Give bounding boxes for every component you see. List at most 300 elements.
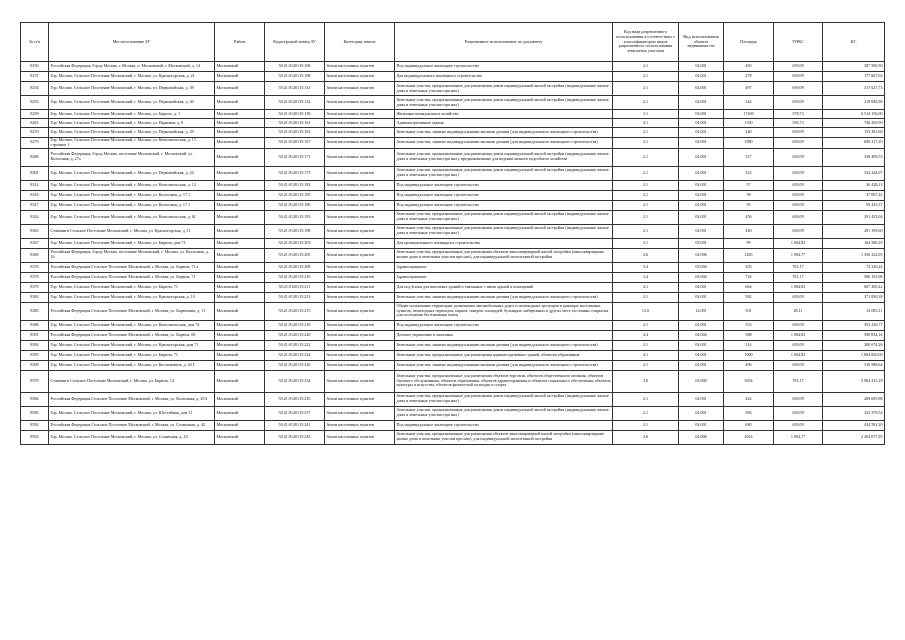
cell-use-type: 03:004 (679, 262, 724, 272)
cell-use-code: 4.1 (613, 350, 679, 360)
header-area: Площадь (724, 23, 774, 62)
table-row (21, 96, 885, 110)
cell-cadastral-number: 50:21:0120115:138 (265, 110, 325, 119)
cell-ks: 219 846,96 (823, 96, 885, 110)
cell-ks: 334 244,07 (823, 166, 885, 180)
cell-district: Московский (215, 180, 265, 190)
cell-district: Московский (215, 340, 265, 350)
cell-permitted-use: Под индивидуальное жилищное строительство (395, 190, 613, 200)
cell-ks: 506 191,98 (823, 272, 885, 282)
cell-permitted-use: Земельные участки, предназначенные для размещения объектов многоквартирной жилой застройки (многоквартирные жилые дома и земельные участки при них), для индивидуальной малоэтажной застройки (395, 430, 613, 444)
cell-number: 8255 (21, 96, 49, 110)
cell-land-category: Земли населенных пунктов (325, 282, 395, 292)
cell-number: 8259 (21, 110, 49, 119)
cell-ks: 72 320,24 (823, 262, 885, 272)
cell-number: 8261 (21, 119, 49, 128)
cell-use-type: 02:006 (679, 248, 724, 262)
cell-use-code: 2.6 (613, 430, 679, 444)
cell-use-code: 2.1 (613, 224, 679, 238)
cell-use-code: 3.0 (613, 370, 679, 392)
table-row (21, 272, 885, 282)
cell-permitted-use: Земельные участки, предназначенные для размещения домов индивидуальной жилой застройки (индивидуальные жилые дома и земельные участки при них) (395, 224, 613, 238)
cell-use-type: 02:001 (679, 166, 724, 180)
header-permitted-use: Разрешенное использование по документу (395, 23, 613, 62)
cell-permitted-use: Для промышленного жилищного строительства (395, 238, 613, 248)
cell-cadastral-number: 50:21:0120115:218 (265, 320, 325, 330)
table-row (21, 360, 885, 370)
cell-land-category: Земли населенных пунктов (325, 302, 395, 320)
cell-location: Гор. Москва, Сельское Поселение Московский, г. Москва, ул. Комсомольская, д. 17, строение 1 (49, 138, 215, 149)
cell-district: Московский (215, 238, 265, 248)
cell-use-code: 2.1 (613, 180, 679, 190)
cell-upks: 639,09 (774, 138, 823, 149)
cell-location: Гор. Москва, Сельское Поселение Московский, г. Москва, ул. Колхозная, д. 17 1 (49, 200, 215, 210)
cell-number: 8385 (21, 302, 49, 320)
table-row (21, 430, 885, 444)
cell-location: Гор. Москва, Сельское Поселение Московский, г. Москва, ул. Бирюза, 71 (49, 350, 215, 360)
cell-use-type: 04:001 (679, 282, 724, 292)
cell-land-category: Земли населенных пунктов (325, 200, 395, 210)
cell-land-category: Земли населенных пунктов (325, 238, 395, 248)
cell-upks: 378,73 (774, 110, 823, 119)
cell-use-code: 2.1 (613, 200, 679, 210)
cell-use-type: 02:001 (679, 72, 724, 82)
cell-use-type: 02:001 (679, 210, 724, 224)
cell-use-type: 03:001 (679, 110, 724, 119)
cell-ks: 690 217,20 (823, 138, 885, 149)
table-row (21, 340, 885, 350)
cell-permitted-use: Земельные участки, занятые индивидуальными жилыми домами (для индивидуального жилищного строительства) (395, 138, 613, 149)
cell-use-type: 02:001 (679, 180, 724, 190)
header-ks: КС (823, 23, 885, 62)
cell-use-type: 02:001 (679, 148, 724, 166)
table-row (21, 119, 885, 128)
cell-ks: 330 409,53 (823, 148, 885, 166)
cell-use-code: 2.1 (613, 340, 679, 350)
cell-number: 8399 (21, 360, 49, 370)
cell-number: 8254 (21, 82, 49, 96)
cell-district: Московский (215, 302, 265, 320)
cell-use-code: 12.0 (613, 302, 679, 320)
table-row (21, 148, 885, 166)
table-row (21, 180, 885, 190)
cell-district: Московский (215, 262, 265, 272)
header-upks: УПКС (774, 23, 823, 62)
cell-area: 422 (724, 392, 774, 406)
cell-upks: 639,09 (774, 200, 823, 210)
cell-number: 8584 (21, 392, 49, 406)
cell-number: 8392 (21, 340, 49, 350)
cell-number: 8317 (21, 200, 49, 210)
cell-use-code: 4.4 (613, 330, 679, 340)
cell-use-code: 2.1 (613, 320, 679, 330)
cell-cadastral-number: 50:21:0120115:132 (265, 96, 325, 110)
cell-permitted-use: Земельные участки, занятые индивидуальными жилыми домами (для индивидуального жилищного строительства) (395, 128, 613, 138)
table-row (21, 62, 885, 72)
cell-location: Российская Федерация Сельское Поселение Московский, г. Москва, ул. Колхозная, д. 25А (49, 392, 215, 406)
cell-upks: 639,09 (774, 320, 823, 330)
cell-permitted-use: Земельные участки, предназначенные для размещения объектов торговли, объектов общественного питания, объектов бытового обслуживания, объектов образования, объектов здравоохранения и объектов социального обеспечения, объектов культуры и искусства, объектов физической культуры и спорта (395, 370, 613, 392)
cell-district: Московский (215, 96, 265, 110)
cell-land-category: Земли населенных пунктов (325, 392, 395, 406)
cell-number: 8391 (21, 330, 49, 340)
cell-district: Московский (215, 282, 265, 292)
cell-number: 8378 (21, 272, 49, 282)
table-header (21, 23, 885, 62)
cell-upks: 639,09 (774, 72, 823, 82)
cell-district: Московский (215, 82, 265, 96)
cell-cadastral-number: 50:21:0120115:131 (265, 82, 325, 96)
cell-district: Московский (215, 128, 265, 138)
cell-location: Ставчинги Сельское Поселение Московский, г. Москва, ул. Бирюза, 14 (49, 370, 215, 392)
cell-land-category: Земли населенных пунктов (325, 128, 395, 138)
cell-ks: 153 381,60 (823, 128, 885, 138)
cell-upks: 639,09 (774, 224, 823, 238)
cell-use-code: 2.1 (613, 72, 679, 82)
table-body (21, 62, 885, 445)
cell-ks: 317 627,73 (823, 82, 885, 96)
cell-permitted-use: Земельные участки, предназначенные для размещения домов индивидуальной жилой застройки (индивидуальные жилые дома и земельные участки при них), предназначенные для ведения личного подсобного хозяйства (395, 148, 613, 166)
cell-area: 506 (724, 406, 774, 420)
cell-area: 58 (724, 190, 774, 200)
cell-permitted-use: Земельные участки, предназначенные для размещения домов индивидуальной жилой застройки (индивидуальные жилые дома и земельные участки при них) (395, 406, 613, 420)
cell-upks: 639,09 (774, 128, 823, 138)
cell-land-category: Земли населенных пунктов (325, 360, 395, 370)
cell-number: 8316 (21, 190, 49, 200)
cell-permitted-use: Земельные участки, предназначенные для размещения объектов многоквартирной жилой застройки (многоквартирные жилые дома и земельные участки при них), для индивидуальной малоэтажной застройки (395, 248, 613, 262)
cell-ks: 353 416,77 (823, 320, 885, 330)
cell-ks: 371 950,38 (823, 292, 885, 302)
cell-use-type: 02:001 (679, 96, 724, 110)
cell-land-category: Земли населенных пунктов (325, 72, 395, 82)
cell-use-type: 03:001 (679, 238, 724, 248)
table-row (21, 282, 885, 292)
cell-number: 8585 (21, 406, 49, 420)
cell-permitted-use: Для индивидуального жилищного строительства (395, 72, 613, 82)
cell-district: Московский (215, 430, 265, 444)
cell-number: 8395 (21, 350, 49, 360)
cell-location: Гор. Москва, Сельское Поселение Московский, г. Москва, ул. Первомайская, д. 39 (49, 82, 215, 96)
table-row (21, 420, 885, 430)
table-row (21, 262, 885, 272)
cell-land-category: Земли населенных пунктов (325, 350, 395, 360)
cell-number: 8379 (21, 282, 49, 292)
cell-number: 8365 (21, 224, 49, 238)
cell-number: 8301 (21, 166, 49, 180)
cell-number: 8376 (21, 262, 49, 272)
cell-area: 664 (724, 282, 774, 292)
cell-upks: 1 004,82 (774, 330, 823, 340)
cell-use-code: 2.1 (613, 190, 679, 200)
cell-number: 8369 (21, 248, 49, 262)
cell-upks: 639,09 (774, 180, 823, 190)
cell-upks: 1 004,82 (774, 238, 823, 248)
cell-cadastral-number: 50:21:0120115:203 (265, 238, 325, 248)
cell-cadastral-number: 50:21:0120115:222 (265, 340, 325, 350)
cell-use-code: 3.4 (613, 272, 679, 282)
cell-land-category: Земли населенных пунктов (325, 210, 395, 224)
cell-cadastral-number: 50:21:0120115:193 (265, 210, 325, 224)
cell-district: Московский (215, 166, 265, 180)
cell-use-type: 02:001 (679, 200, 724, 210)
cell-area: 501 (724, 302, 774, 320)
cell-permitted-use: Для под Блоки для высотных зданий и связанных с ними зданий и помещений (395, 282, 613, 292)
cell-area: 680 (724, 420, 774, 430)
cell-ks: 200 674,26 (823, 340, 885, 350)
cell-use-code: 2.1 (613, 138, 679, 149)
cell-district: Московский (215, 210, 265, 224)
cell-ks: 667 200,42 (823, 282, 885, 292)
cell-cadastral-number: 50:21:0120115:243 (265, 430, 325, 444)
header-location: Местоположение ЗУ (49, 23, 215, 62)
table-row (21, 320, 885, 330)
cell-number: 8386 (21, 320, 49, 330)
cell-district: Московский (215, 200, 265, 210)
cell-land-category: Земли населенных пунктов (325, 62, 395, 72)
cell-area: 1265 (724, 248, 774, 262)
cell-upks: 639,09 (774, 392, 823, 406)
cell-district: Московский (215, 370, 265, 392)
cell-area: 440 (724, 224, 774, 238)
cell-location: Российская Федерация Сельское Поселение Московский, г. Москва, ул. Бирюза, 71 а (49, 262, 215, 272)
cell-ks: 3 964 415,18 (823, 370, 885, 392)
header-row (21, 23, 885, 62)
table-row (21, 392, 885, 406)
cell-cadastral-number: 50:21:0120115:234 (265, 370, 325, 392)
cell-district: Московский (215, 420, 265, 430)
cell-permitted-use: Земельные участки, занятые индивидуальными жилыми домами (для индивидуального жилищного строительства) (395, 292, 613, 302)
cell-permitted-use: Под индивидуальное жилищное строительство (395, 180, 613, 190)
cell-permitted-use: Под индивидуальное жилищное строительство (395, 200, 613, 210)
cell-cadastral-number: 50:21:0120115:237 (265, 406, 325, 420)
cell-area: 344 (724, 96, 774, 110)
cell-area: 456 (724, 210, 774, 224)
cell-location: Гор. Москва, Сельское Поселение Московский, г. Москва, ул. Комсомольская, д. 12 (49, 180, 215, 190)
cell-permitted-use: Под индивидуальное жилищное строительство (395, 320, 613, 330)
cell-district: Московский (215, 72, 265, 82)
cell-land-category: Земли населенных пунктов (325, 166, 395, 180)
cell-number: 8279 (21, 138, 49, 149)
cell-use-code: 2.1 (613, 148, 679, 166)
cell-cadastral-number: 50:21:0120115:208 (265, 262, 325, 272)
cell-use-code: 2.1 (613, 406, 679, 420)
cell-area: 17200 (724, 110, 774, 119)
cell-upks: 639,09 (774, 190, 823, 200)
cell-area: 1000 (724, 350, 774, 360)
cell-use-code: 2.1 (613, 96, 679, 110)
cell-location: Российская Федерация Сельское Поселение Московский, г. Москва, ул. Бирюза, 71 (49, 272, 215, 282)
cell-cadastral-number: 50:21:0120115:108 (265, 62, 325, 72)
cell-district: Московский (215, 110, 265, 119)
cell-location: Гор. Москва, Сельское Поселение Московский, г. Москва, ул. Бирюза, дом 71 (49, 238, 215, 248)
cell-location: Гор. Москва, Сельское Поселение Московский, г. Москва, ул. Первомайская, д. 24 (49, 166, 215, 180)
cell-permitted-use: Административные здания (395, 119, 613, 128)
table-row (21, 292, 885, 302)
cell-use-type: 02:001 (679, 224, 724, 238)
cell-upks: 639,09 (774, 420, 823, 430)
cell-use-code: 2.1 (613, 62, 679, 72)
cell-use-code: 2.1 (613, 360, 679, 370)
cell-number: 8592 (21, 420, 49, 430)
cell-upks: 701,17 (774, 370, 823, 392)
cell-land-category: Земли населенных пунктов (325, 110, 395, 119)
cell-land-category: Земли населенных пунктов (325, 224, 395, 238)
cell-use-code: 2.6 (613, 248, 679, 262)
cell-cadastral-number: 50:21:0120115:161 (265, 119, 325, 128)
cell-district: Московский (215, 224, 265, 238)
cell-number: 8150 (21, 62, 49, 72)
cell-use-type: 02:001 (679, 190, 724, 200)
cell-permitted-use: Жилищно-коммунальное хозяйство (395, 110, 613, 119)
cell-area: 99 (724, 238, 774, 248)
cell-area: 582 (724, 292, 774, 302)
cell-use-type: 02:001 (679, 320, 724, 330)
cell-use-type: 03:000 (679, 370, 724, 392)
cell-use-type: 02:001 (679, 82, 724, 96)
cell-upks: 639,09 (774, 340, 823, 350)
header-district: Район (215, 23, 265, 62)
cell-land-category: Земли населенных пунктов (325, 119, 395, 128)
cell-use-type: 04:001 (679, 350, 724, 360)
cell-cadastral-number: 50:21:0120115:220 (265, 330, 325, 340)
cell-land-category: Земли населенных пунктов (325, 148, 395, 166)
cell-number: 8593 (21, 430, 49, 444)
table-row (21, 370, 885, 392)
cell-cadastral-number: 50:21:0120115:224 (265, 350, 325, 360)
cell-upks: 639,09 (774, 96, 823, 110)
cell-area: 517 (724, 148, 774, 166)
cell-use-type: 04:004 (679, 330, 724, 340)
cell-permitted-use: Под индивидуальное жилищное строительство (395, 62, 613, 72)
cell-permitted-use: Общее пользование территории: размещение автомобильных дорог и пешеходных тротуаров в границах населенных пунктов, пешеходных переходов, парков, скверов, площадей, бульваров, набережных и других мест, постоянно открытых для посещения без взимания платы (395, 302, 613, 320)
cell-upks: 639,09 (774, 62, 823, 72)
registry-sheet (20, 22, 884, 445)
cell-location: Гор. Москва, Сельское Поселение Московский, г. Москва, ул. Космонавтов, д. 24 Г (49, 360, 215, 370)
cell-upks: 639,09 (774, 292, 823, 302)
cell-location: Гор. Москва, Сельское Поселение Московский, г. Москва, ул. Солнечная, д. 43 (49, 430, 215, 444)
cell-area: 497 (724, 82, 774, 96)
cell-district: Московский (215, 190, 265, 200)
cell-upks: 639,09 (774, 148, 823, 166)
cell-use-code: 2.1 (613, 166, 679, 180)
cell-cadastral-number: 50:21:0120115:226 (265, 360, 325, 370)
cell-use-type: 02:001 (679, 360, 724, 370)
cell-use-code: 2.1 (613, 128, 679, 138)
cell-upks: 701,17 (774, 272, 823, 282)
cell-upks: 639,09 (774, 210, 823, 224)
cell-district: Московский (215, 292, 265, 302)
cell-location: Российская Федерация, Город Москва, поселение Московский, г. Москва, ул. Колхозная, д. 16 (49, 248, 215, 262)
cell-location: Гор. Москва, Сельское Поселение Московский, г. Москва, ул. Комсомольская, д. 61 (49, 210, 215, 224)
cell-permitted-use: Земельные участки, предназначенные для размещения домов индивидуальной жилой застройки (индивидуальные жилые дома и земельные участки при них) (395, 166, 613, 180)
cell-area: 450 (724, 62, 774, 72)
cell-use-type: 02:001 (679, 420, 724, 430)
cell-number: 8367 (21, 238, 49, 248)
cell-cadastral-number: 50:21:0120115:198 (265, 224, 325, 238)
cell-location: Гор. Москва, Сельское Поселение Московский, г. Москва, ул. Красногорская, дом 71 (49, 340, 215, 350)
cell-cadastral-number: 50:21:0120115:182 (265, 180, 325, 190)
cell-ks: 269 695,98 (823, 392, 885, 406)
cell-cadastral-number: 50:21:0120115:211 (265, 282, 325, 292)
cell-number: 8286 (21, 148, 49, 166)
cell-location: Гор. Москва, Сельское Поселение Московский, г. Москва, ул. Красногорская, д. 15 (49, 292, 215, 302)
cell-location: Гор. Москва, Сельское Поселение Московский, г. Москва, ул. Комсомольская, дом 74 (49, 320, 215, 330)
cell-permitted-use: Земельные участки, предназначенные для размещения домов индивидуальной жилой застройки (индивидуальные жилые дома и земельные участки при них) (395, 210, 613, 224)
cell-district: Московский (215, 350, 265, 360)
table-row (21, 302, 885, 320)
cell-use-type: 02:001 (679, 292, 724, 302)
cell-use-type: 02:001 (679, 138, 724, 149)
cell-upks: 639,09 (774, 360, 823, 370)
cell-area: 553 (724, 320, 774, 330)
cell-district: Московский (215, 272, 265, 282)
cell-permitted-use: Земельные участки, предназначенные для размещения домов индивидуальной жилой застройки (индивидуальные жилые дома и земельные участки при них) (395, 392, 613, 406)
cell-use-type: 04:001 (679, 119, 724, 128)
cell-area: 1080 (724, 138, 774, 149)
header-use-code: Код вида разрешенного использования в соответствии с классификатором видов разрешенного использования земельных участков (613, 23, 679, 62)
cell-use-type: 02:001 (679, 392, 724, 406)
header-number: № п/п (21, 23, 49, 62)
cell-land-category: Земли населенных пунктов (325, 340, 395, 350)
cell-area: 57 (724, 180, 774, 190)
cell-ks: 6 514 156,00 (823, 110, 885, 119)
cell-district: Московский (215, 406, 265, 420)
cell-land-category: Земли населенных пунктов (325, 248, 395, 262)
cell-area: 588 (724, 330, 774, 340)
cell-permitted-use: Под индивидуальное жилищное строительство (395, 420, 613, 430)
cell-permitted-use: Здравоохранение (395, 262, 613, 272)
cell-use-code: 2.1 (613, 292, 679, 302)
cell-cadastral-number: 50:21:0120115:235 (265, 392, 325, 406)
cell-cadastral-number: 50:21:0120115:163 (265, 128, 325, 138)
cell-land-category: Земли населенных пунктов (325, 96, 395, 110)
cell-permitted-use: Земельные участки, занятые индивидуальными жилыми домами (для индивидуального жилищного строительства) (395, 360, 613, 370)
cell-ks: 1 356 322,05 (823, 248, 885, 262)
cell-cadastral-number: 50:21:0120115:185 (265, 190, 325, 200)
cell-location: Гор. Москва, Сельское Поселение Московский, г. Москва, ул. Парковая, д. 8 (49, 119, 215, 128)
cell-cadastral-number: 50:21:0120115:210 (265, 272, 325, 282)
cell-district: Московский (215, 392, 265, 406)
cell-location: Гор. Москва, Сельское Поселение Московский, г. Москва, ул. Шоссейная, дом 11 (49, 406, 215, 420)
cell-use-code: 3.1 (613, 110, 679, 119)
cell-number: 8382 (21, 292, 49, 302)
cell-upks: 639,09 (774, 82, 823, 96)
cell-upks: 639,09 (774, 406, 823, 420)
cell-use-code: 2.1 (613, 420, 679, 430)
cell-location: Гор. Москва, Сельское Поселение Московский, г. Москва, ул. Первомайская, д. 40 (49, 96, 215, 110)
table-row (21, 330, 885, 340)
cell-use-type: 02:001 (679, 406, 724, 420)
cell-permitted-use: Земельные участки, предназначенные для размещения домов индивидуальной жилой застройки (индивидуальные жилые дома и земельные участки при них) (395, 82, 613, 96)
cell-cadastral-number: 50:21:0120115:205 (265, 248, 325, 262)
cell-location: Российская Федерация, Город Москва, поселение Московский, г. Московский, ул. Колхозная, д. 27а (49, 148, 215, 166)
cell-ks: 14 083,11 (823, 302, 885, 320)
cell-ks: 2 204 077,39 (823, 430, 885, 444)
cell-area: 5654 (724, 370, 774, 392)
cell-number: 8157 (21, 72, 49, 82)
cell-ks: 36 428,13 (823, 180, 885, 190)
cell-use-code: 2.1 (613, 392, 679, 406)
cell-ks: 59 435,37 (823, 200, 885, 210)
cell-area: 523 (724, 166, 774, 180)
cell-land-category: Земли населенных пунктов (325, 138, 395, 149)
cell-area: 314 (724, 340, 774, 350)
table-row (21, 350, 885, 360)
cell-land-category: Земли населенных пунктов (325, 82, 395, 96)
cell-permitted-use: Земельные участки, предназначенные для размещения домов индивидуальной жилой застройки (индивидуальные жилые дома и земельные участки при них) (395, 96, 613, 110)
table-row (21, 238, 885, 248)
cell-area: 103 (724, 262, 774, 272)
